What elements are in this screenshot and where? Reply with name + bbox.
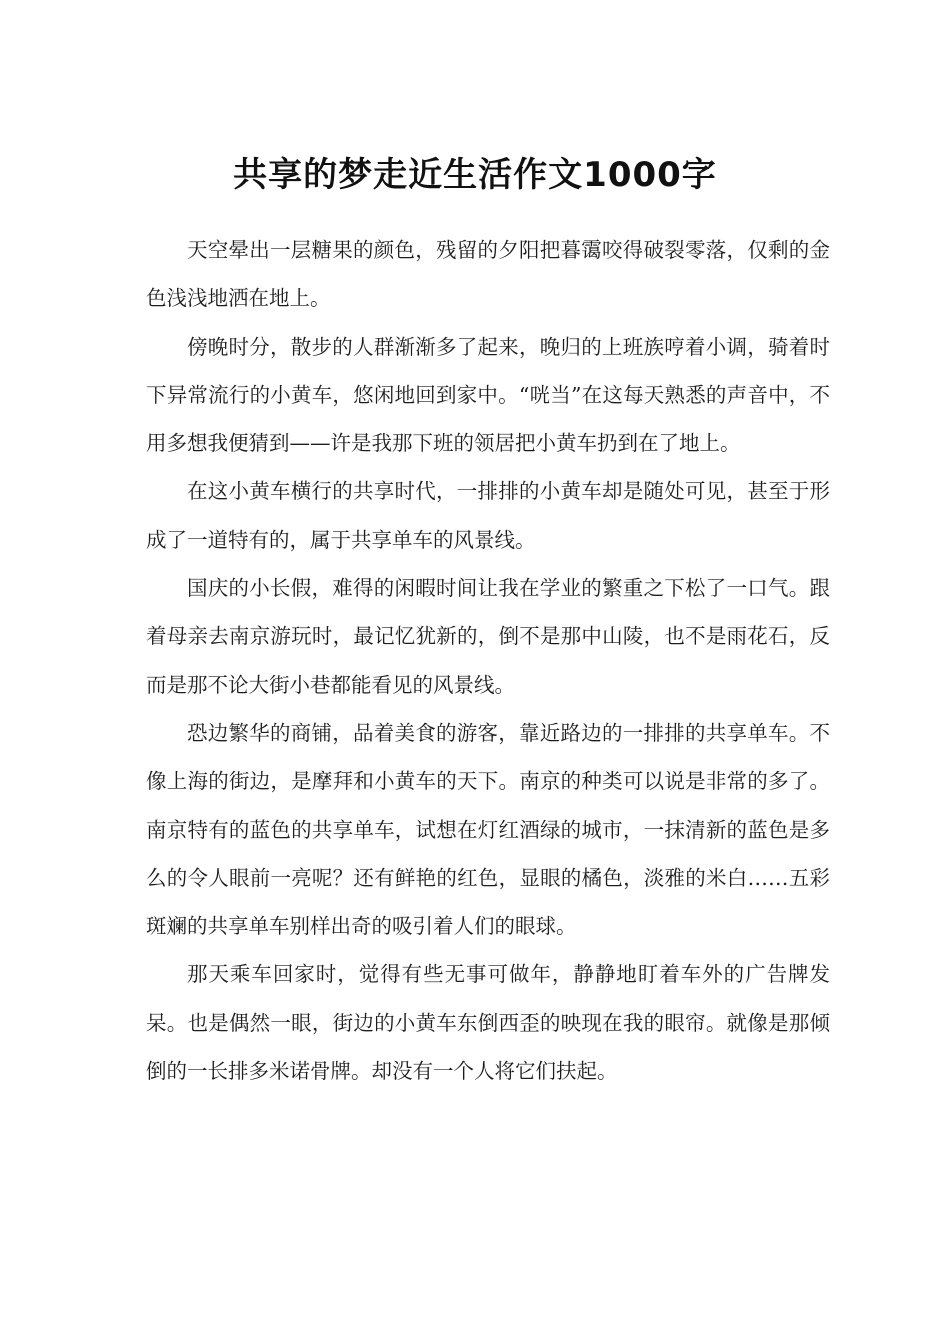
paragraph: 在这小黄车横行的共享时代，一排排的小黄车却是随处可见，甚至于形成了一道特有的，属于共享单车的风景线。 (146, 479, 830, 552)
paragraph: 傍晚时分，散步的人群渐渐多了起来，晚归的上班族哼着小调，骑着时下异常流行的小黄车，悠闲地回到家中。“咣当”在这每天熟悉的声音中，不用多想我便猜到——许是我那下班的领居把小黄车扔到在了地上。 (146, 334, 830, 456)
document-title: 共享的梦走近生活作文1000字 (233, 154, 717, 195)
paragraph: 恐边繁华的商铺，品着美食的游客，靠近路边的一排排的共享单车。不像上海的街边，是摩拜和小黄车的天下。南京的种类可以说是非常的多了。南京特有的蓝色的共享单车，试想在灯红酒绿的城市，一抹清新的蓝色是多么的令人眼前一亮呢？还有鲜艳的红色，显眼的橘色，淡雅的米白……五彩斑斓的共享单车别样出奇的吸引着人们的眼球。 (146, 720, 830, 939)
paragraph: 那天乘车回家时，觉得有些无事可做年，静静地盯着车外的广告牌发呆。也是偶然一眼，街边的小黄车东倒西歪的映现在我的眼帘。就像是那倾倒的一长排多米诺骨牌。却没有一个人将它们扶起。 (146, 962, 830, 1084)
paragraph: 天空晕出一层糖果的颜色，残留的夕阳把暮霭咬得破裂零落，仅剩的金色浅浅地洒在地上。 (146, 238, 830, 311)
document-body (146, 226, 830, 1095)
paragraph: 国庆的小长假，难得的闲暇时间让我在学业的繁重之下松了一口气。跟着母亲去南京游玩时，最记忆犹新的，倒不是那中山陵，也不是雨花石，反而是那不论大街小巷都能看见的风景线。 (146, 576, 830, 697)
